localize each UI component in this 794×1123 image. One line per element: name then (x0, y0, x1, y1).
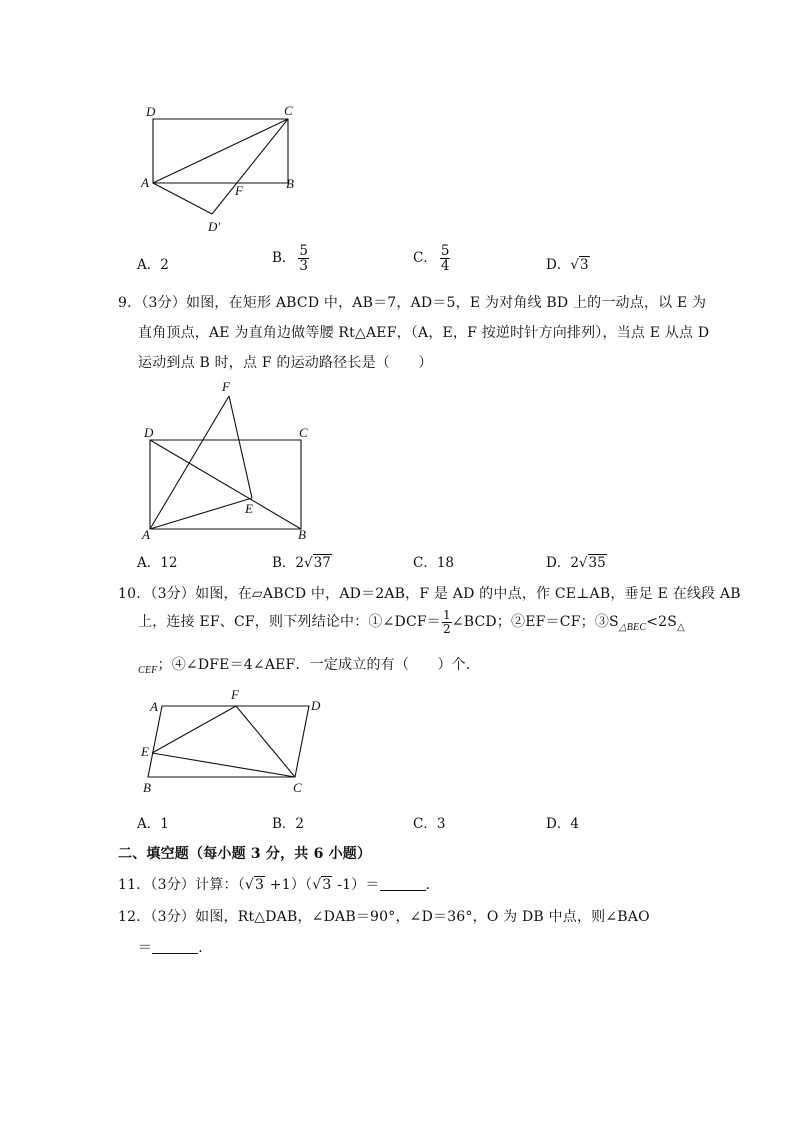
q11-text (118, 874, 440, 894)
q11-suffix: -1）＝ (332, 877, 380, 893)
q9-label-e: E (245, 501, 253, 516)
q8-label-c: C (284, 103, 293, 118)
fraction (442, 609, 452, 635)
q8-label-b: B (286, 176, 294, 191)
q8-label-f: F (235, 183, 243, 198)
q12-text-line1: 12．（3分）如图，Rt△DAB，∠DAB＝90°，∠D＝36°，O 为 DB 中点，则∠BAO (118, 909, 650, 925)
q10-text-line1: 10．（3分）如图，在▱ABCD 中，AD＝2AB，F 是 AD 的中点，作 CE⊥AB，垂足 E 在线段 AB (118, 586, 741, 602)
q10-label-a: A (150, 699, 158, 714)
option-prefix: B． (272, 816, 296, 832)
q8-option-d[interactable] (546, 253, 590, 273)
option-prefix: C． (413, 555, 437, 571)
sqrt: √3 (570, 257, 589, 273)
option-prefix: A． (137, 257, 161, 273)
q10-segment-ef (152, 706, 236, 753)
q8-segment-cdp (212, 119, 288, 214)
q10-option-a[interactable] (137, 812, 169, 832)
q10-text-line2 (138, 609, 685, 635)
q12-text-line2 (138, 937, 212, 957)
q9-label-a: A (142, 527, 150, 542)
option-prefix: B． (272, 250, 296, 267)
q9-option-c[interactable] (413, 551, 454, 571)
q11-prefix: 11．（3分）计算：（ (118, 877, 245, 893)
q10-label-e: E (141, 744, 149, 759)
q8-option-c[interactable] (413, 244, 450, 273)
sqrt: √35 (578, 555, 606, 571)
numerator: 5 (299, 243, 309, 259)
q8-label-d: D (146, 104, 156, 119)
sqrt: √37 (304, 555, 331, 571)
q9-diagonal-db (150, 440, 301, 529)
q10-label-f: F (231, 687, 239, 702)
answer-blank[interactable] (380, 876, 426, 891)
denominator: 3 (299, 258, 309, 275)
option-prefix: A． (137, 555, 161, 571)
radicand: 3 (579, 257, 589, 273)
q10-subscript3: CEF (138, 664, 158, 676)
q10-option-c[interactable] (413, 812, 445, 832)
q10-text-line3 (138, 654, 480, 676)
sqrt: √3 (244, 877, 265, 893)
q9-figure (0, 370, 794, 550)
option-value: 2 (295, 816, 305, 832)
q10-label-d: D (311, 698, 321, 713)
q9-label-c: C (299, 425, 308, 440)
denominator: 2 (443, 621, 451, 636)
option-prefix: C． (413, 816, 437, 832)
q8-option-b[interactable] (272, 244, 309, 273)
q9-label-d: D (144, 425, 154, 440)
q10-line2-part2: ∠BCD；②EF＝CF；③S (451, 614, 619, 631)
q8-label-a: A (141, 175, 149, 190)
option-prefix: D． (546, 816, 571, 832)
q8-option-a[interactable] (137, 253, 169, 273)
option-prefix: C． (413, 250, 437, 267)
q8-label-dprime: D′ (208, 219, 221, 234)
q10-line3-text: ；④∠DFE＝4∠AEF．一定成立的有（ ）个． (157, 657, 481, 673)
q10-line2-part1: 上，连接 EF、CF，则下列结论中：①∠DCF＝ (138, 614, 441, 631)
q10-label-c: C (293, 780, 302, 795)
q9-text-line2: 直角顶点，AE 为直角边做等腰 Rt△AEF，（A，E，F 按逆时针方向排列），当点 E 从点 D (138, 325, 710, 341)
option-value: 4 (570, 816, 579, 832)
q9-text-line3: 运动到点 B 时，点 F 的运动路径长是（ ） (138, 355, 433, 371)
q9-label-b: B (298, 527, 306, 542)
coefficient: 2 (570, 555, 579, 571)
q12-prefix: ＝ (138, 940, 153, 956)
q10-subscript: △BEC (618, 621, 647, 633)
q10-subscript2: △ (677, 621, 685, 633)
option-prefix: D． (546, 257, 571, 273)
coefficient: 2 (295, 555, 305, 571)
answer-blank[interactable] (152, 939, 198, 954)
fraction (298, 244, 309, 273)
option-value: 18 (436, 555, 455, 571)
fraction (440, 244, 451, 273)
q9-option-d[interactable] (546, 551, 607, 571)
denominator: 4 (440, 258, 450, 275)
q8-figure (0, 0, 794, 240)
numerator: 1 (443, 608, 451, 622)
q8-diagonal-ac (153, 119, 288, 183)
radicand: 37 (313, 555, 331, 571)
radicand: 35 (588, 555, 606, 571)
option-prefix: D． (546, 555, 571, 571)
q9-option-a[interactable] (137, 551, 177, 571)
q9-segment-fe (229, 396, 252, 498)
section-title: 二、填空题（每小题 3 分，共 6 小题） (118, 846, 372, 862)
q9-option-b[interactable] (272, 551, 332, 571)
q10-option-b[interactable] (272, 812, 304, 832)
option-prefix: B． (272, 555, 296, 571)
q12-end: ． (198, 940, 213, 956)
option-value: 3 (436, 816, 446, 832)
q10-line2-part3: <2S (646, 614, 678, 631)
q8-segment-adp (153, 183, 212, 214)
q9-text-line1: 9．（3分）如图，在矩形 ABCD 中，AB＝7，AD＝5，E 为对角线 BD 上的一动点，以 E 为 (118, 295, 707, 311)
q11-end: ． (425, 877, 440, 893)
q10-segment-ec (152, 753, 295, 777)
q11-mid: +1）（ (265, 877, 313, 893)
q10-figure (0, 690, 794, 800)
q10-segment-fc (236, 706, 295, 777)
radicand: 3 (255, 877, 265, 893)
q10-label-b: B (143, 780, 151, 795)
numerator: 5 (440, 243, 450, 259)
option-value: 2 (160, 257, 169, 273)
option-value: 1 (160, 816, 169, 832)
q10-option-d[interactable] (546, 812, 579, 832)
option-prefix: A． (137, 816, 161, 832)
radicand: 3 (322, 877, 332, 893)
q9-label-f: F (222, 379, 230, 394)
sqrt: √3 (312, 877, 332, 893)
option-value: 12 (160, 555, 178, 571)
